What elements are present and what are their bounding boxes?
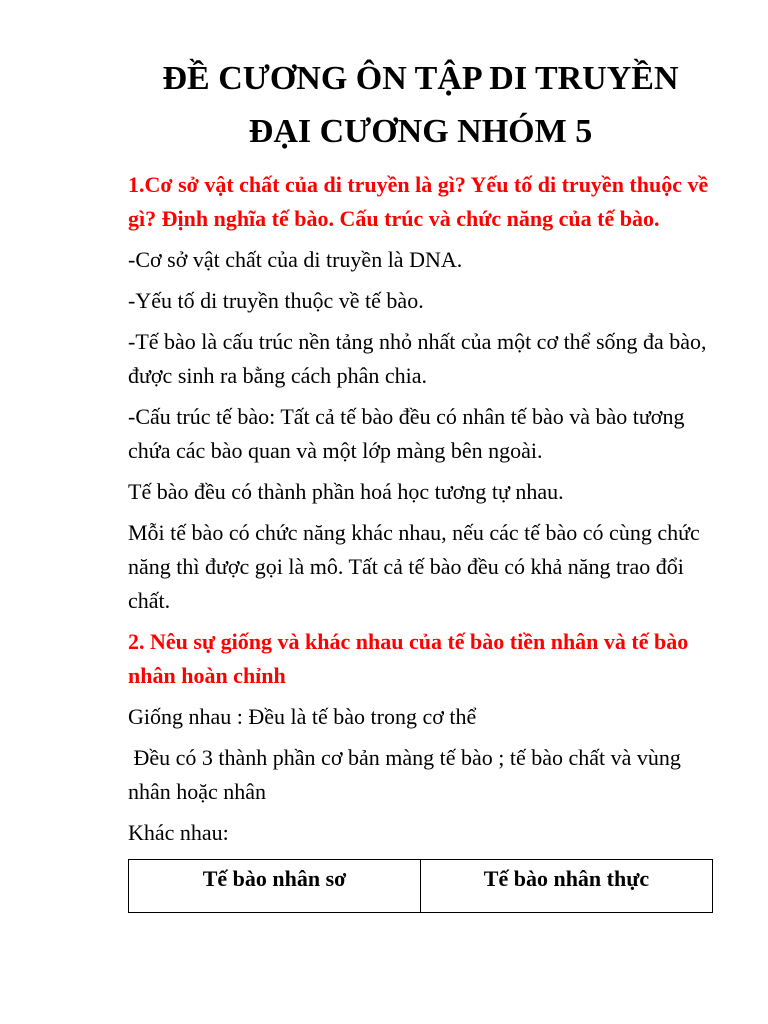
document-body	[128, 168, 716, 913]
paragraph-differences-label: Khác nhau:	[128, 820, 229, 845]
table-header-prokaryote: Tế bào nhân sơ	[129, 860, 421, 913]
section-2-heading: 2. Nêu sự giống và khác nhau của tế bào tiền nhân và tế bào nhân hoàn chỉnh	[128, 629, 689, 688]
table-header-row	[129, 860, 713, 913]
paragraph-similarities: Giống nhau : Đều là tế bào trong cơ thể	[128, 704, 477, 729]
page-title	[128, 52, 713, 158]
title-line-2: ĐẠI CƯƠNG NHÓM 5	[248, 113, 593, 150]
paragraph-hereditary-factor: -Yếu tố di truyền thuộc về tế bào.	[128, 288, 424, 313]
title-line-1: ĐỀ CƯƠNG ÔN TẬP DI TRUYỀN	[162, 60, 679, 97]
comparison-table	[128, 859, 713, 913]
paragraph-common-components: Đều có 3 thành phần cơ bản màng tế bào ; tế bào chất và vùng nhân hoặc nhân	[128, 745, 687, 804]
paragraph-material-basis: -Cơ sở vật chất của di truyền là DNA.	[128, 247, 463, 272]
paragraph-cell-definition: -Tế bào là cấu trúc nền tảng nhỏ nhất của một cơ thể sống đa bào, được sinh ra bằng cách phân chia.	[128, 329, 707, 388]
table-header-eukaryote: Tế bào nhân thực	[421, 860, 713, 913]
paragraph-cell-structure: -Cấu trúc tế bào: Tất cả tế bào đều có nhân tế bào và bào tương chứa các bào quan và một lớp màng bên ngoài.	[128, 404, 685, 463]
paragraph-cell-function: Mỗi tế bào có chức năng khác nhau, nếu các tế bào có cùng chức năng thì được gọi là mô. Tất cả tế bào đều có khả năng trao đổi chất.	[128, 520, 700, 613]
paragraph-chemical-composition: Tế bào đều có thành phần hoá học tương tự nhau.	[128, 479, 564, 504]
section-1-heading: 1.Cơ sở vật chất của di truyền là gì? Yếu tố di truyền thuộc về gì? Định nghĩa tế bào. Cấu trúc và chức năng của tế bào.	[128, 172, 709, 231]
